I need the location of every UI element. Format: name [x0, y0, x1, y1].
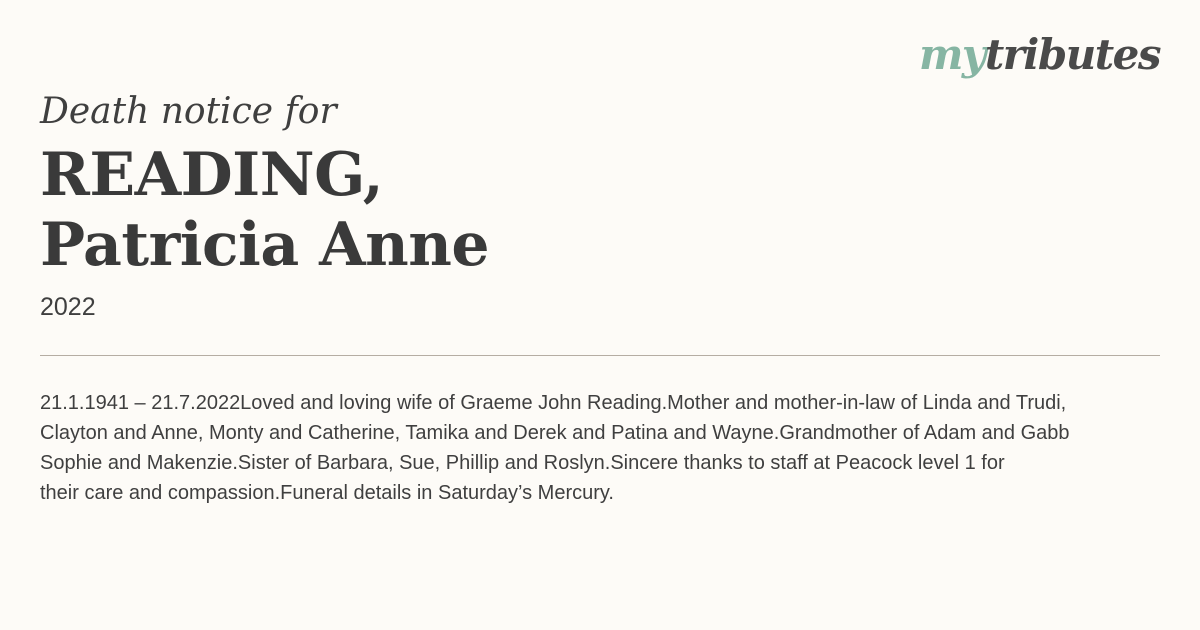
notice-body-line: Sophie and Makenzie.Sister of Barbara, Sue, Phillip and Roslyn.Sincere thanks to staff at Peacock level 1 for [40, 452, 1005, 474]
logo-my: my [918, 30, 985, 79]
deceased-surname: READING, [40, 140, 384, 210]
notice-body [40, 388, 1160, 508]
notice-year: 2022 [40, 293, 96, 321]
divider [40, 355, 1160, 356]
mytributes-logo[interactable] [918, 30, 1160, 79]
logo-tributes: tributes [984, 30, 1160, 79]
notice-label: Death notice for [40, 91, 337, 132]
deceased-name [40, 140, 489, 280]
deceased-given-names: Patricia Anne [40, 210, 490, 280]
notice-body-line: 21.1.1941 – 21.7.2022Loved and loving wife of Graeme John Reading.Mother and mother-in-law of Linda and Trudi, [40, 392, 1067, 414]
notice-body-line: Clayton and Anne, Monty and Catherine, Tamika and Derek and Patina and Wayne.Grandmother of Adam and Gabb [40, 422, 1070, 444]
notice-body-line: their care and compassion.Funeral details in Saturday’s Mercury. [40, 482, 614, 504]
